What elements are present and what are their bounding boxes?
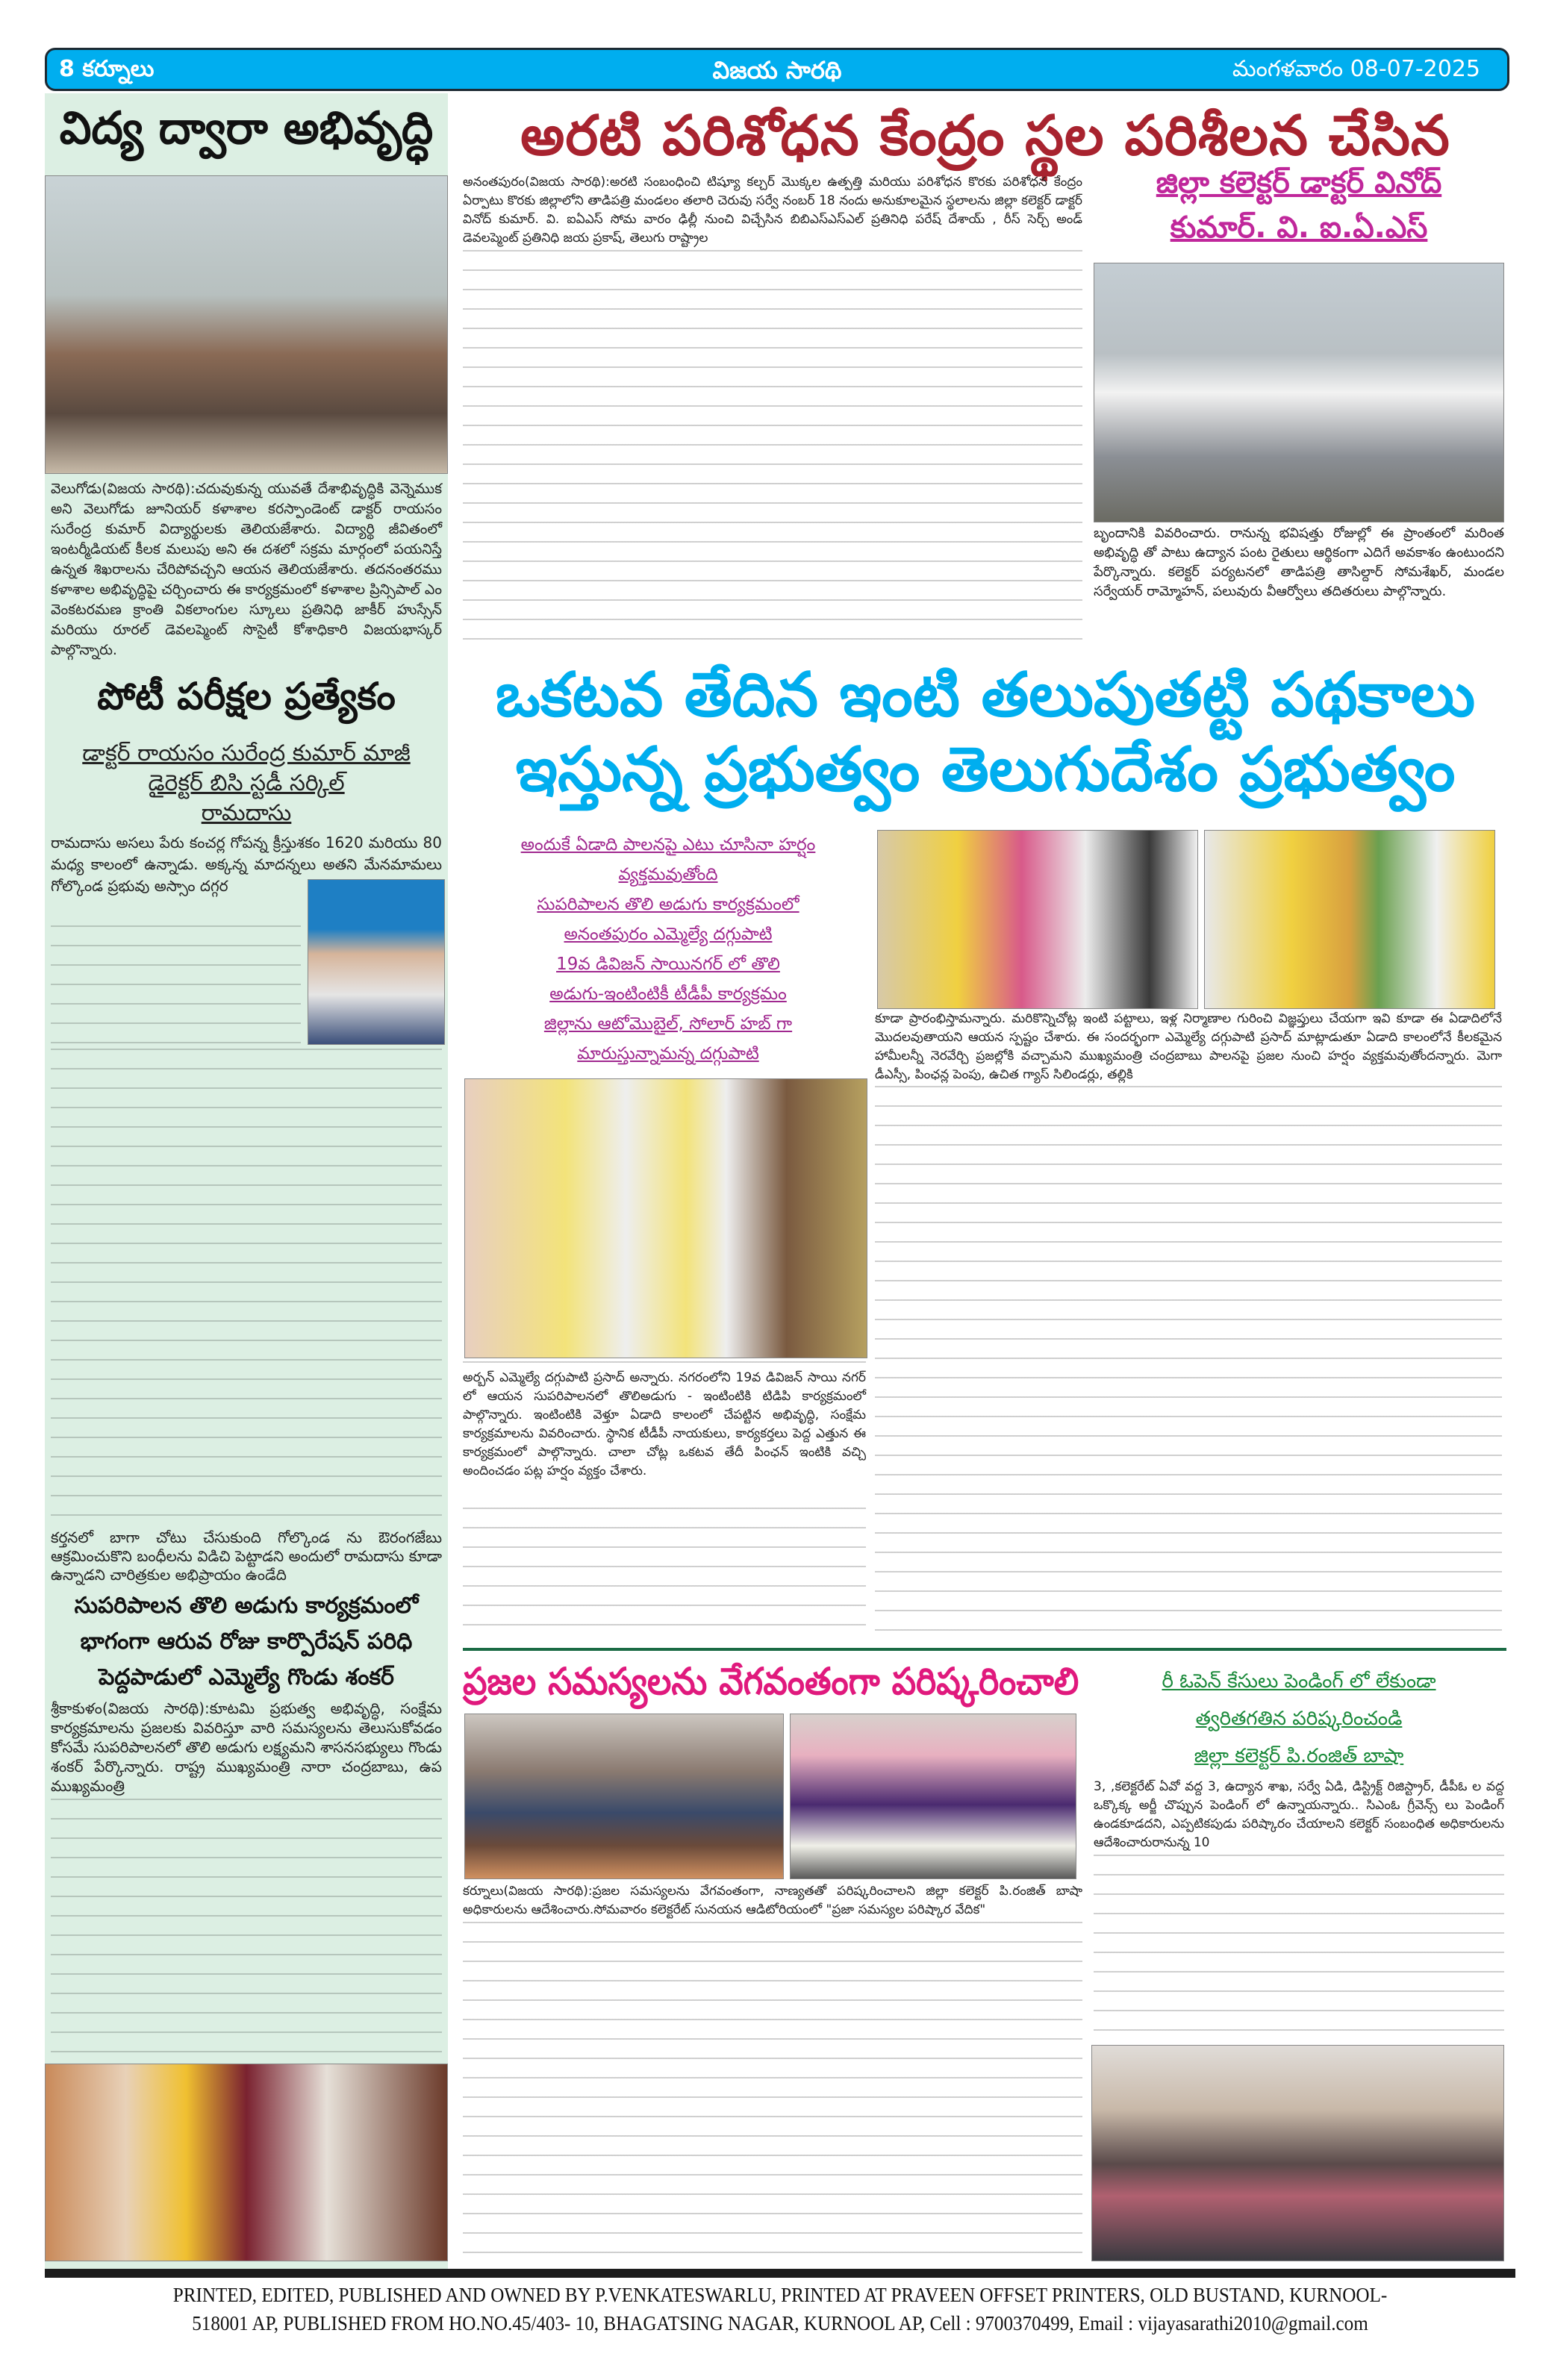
subhead-collector-vinod	[1094, 160, 1504, 250]
subhead-line: జిల్లాను ఆటోమొబైల్, సోలార్ హబ్ గా	[543, 1014, 793, 1034]
photo-door-to-door	[464, 1078, 867, 1358]
article-banana-body-end: బృందానికి వివరించారు. రానున్న భవిషత్తు రోజుల్లో ఈ ప్రాంతంలో మరింత అభివృద్ధి తో పాటు ఉద్యాన పంట రైతులు ఆర్థికంగా ఎదిగే అవకాశం ఉంటుందని పేర్కొన్నారు. కలెక్టర్ పర్యటనలో తాడిపత్రి తాసిల్దార్ సోమశేఖర్, మండల సర్వేయర్ రామ్మోహన్, పలువురు వీఆర్వోలు తదితరులు పాల్గొన్నారు.	[1094, 525, 1504, 599]
subhead-line: సుపరిపాలన తొలి అడుగు కార్యక్రమంలో	[537, 895, 799, 914]
subhead-list	[467, 830, 870, 1069]
headline-education: విద్య ద్వారా అభివృద్ధి	[59, 102, 434, 154]
headline-line: ఒకటవ తేదిన ఇంటి తలుపుతట్టి పథకాలు	[495, 660, 1476, 731]
imprint-line-1: PRINTED, EDITED, PUBLISHED AND OWNED BY P.VENKATESWARLU, PRINTED AT PRAVEEN OFFSET PRINTERS, OLD BUSTAND, KURNOOL-	[172, 2284, 1388, 2306]
headline-line: పెద్దపాడులో ఎమ్మెల్యే గొండు శంకర్	[99, 1664, 394, 1690]
photo-grievance-hall	[464, 1714, 784, 1879]
subhead-line: వ్యక్తమవుతోంది	[618, 865, 718, 884]
article-lead-body-right: కూడా ప్రారంభిస్తామన్నారు. మరికొన్నిచోట్ల ఇంటి పట్టాలు, ఇళ్ల నిర్మాణాల గురించి విజ్ఞప్తులు చేయగా ఇవి కూడా ఈ ఏడాదిలోనే మొదలవుతాయని ఆయన స్పష్టం చేశారు. ఈ సందర్భంగా ఎమ్మెల్యే దగ్గుపాటి ప్రసాద్ మాట్లాడుతూ ఏడాది కాలంలోనే కీలకమైన హామీలన్నీ నెరవేర్చి ప్రజల్లోకి వచ్చామని ముఖ్యమంత్రి చంద్రబాబు పాలనపై ప్రజల నుంచి హర్షం వ్యక్తమవుతోందన్నారు. మెగా డీఎస్సీ, పింఛన్ల పెంపు, ఉచిత గ్యాస్ సిలిండర్లు, తల్లికి	[875, 1011, 1502, 1082]
article-ramadasu-body-end: కర్తనలో బాగా చోటు చేసుకుంది గోల్కొండ ను ఔరంగజేబు ఆక్రమించుకొని బంధీలను విడిచి పెట్టాడని అందులో రామదాసు కూడా ఉన్నాడని చారిత్రకుల అభిప్రాయం ఉండేది	[51, 1528, 442, 1584]
subhead-line: మారుస్తున్నామన్న దగ్గుపాటి	[577, 1044, 759, 1063]
headline-competitive-exams: పోటీ పరీక్షల ప్రత్యేకం	[97, 675, 396, 718]
subhead-line: అందుకే ఏడాది పాలనపై ఎటు చూసినా హర్షం	[520, 835, 816, 855]
byline-line1: డాక్టర్ రాయసం సురేంద్ర కుమార్ మాజీ	[82, 740, 411, 766]
headline-line: ఇస్తున్న ప్రభుత్వం తెలుగుదేశం ప్రభుత్వం	[515, 734, 1456, 805]
article-ramadasu-body: రామదాసు అసలు పేరు కంచర్ల గోపన్న క్రీస్తుశకం 1620 మరియు 80 మధ్య కాలంలో ఉన్నాడు. అక్కన్న మాదన్నలు అతని మేనమామలు గోల్కొండ ప్రభువు అస్సాం దగ్గర	[51, 834, 442, 895]
footer-rule	[45, 2269, 1515, 2278]
photo-classroom	[45, 175, 448, 474]
byline-line2: డైరెక్టర్ బిసి స్టడీ సర్కిల్	[148, 770, 345, 796]
headline-line: సుపరిపాలన తొలి అడుగు కార్యక్రమంలో	[74, 1593, 419, 1619]
masthead-bar	[45, 48, 1509, 91]
headline-doorstep-schemes	[463, 658, 1508, 808]
article-peddapadu-body: శ్రీకాకుళం(విజయ సారథి):కూటమి ప్రభుత్వ అభివృద్ధి, సంక్షేమ కార్యక్రమాలను ప్రజలకు వివరిస్తూ వారి సమస్యలను తెలుసుకోవడం కోసమే సుపరిపాలనలో తొలి అడుగు లక్ష్యమని శాసనసభ్యులు గొండు శంకర్ పేర్కొన్నారు. రాష్ట్ర ముఖ్యమంత్రి నారా చంద్రబాబు, ఉప ముఖ్యమంత్రి	[51, 1699, 442, 1795]
text-lines	[1094, 1855, 1504, 2037]
imprint-line	[96, 2281, 1464, 2337]
photo-leaders-1	[877, 830, 1198, 1009]
text-lines	[463, 1508, 866, 1642]
headline-peddapadu	[45, 1588, 448, 1696]
text-lines	[51, 1799, 442, 2052]
subhead-reopen-cases	[1090, 1663, 1508, 1775]
text-lines	[463, 1361, 866, 1367]
text-lines	[463, 1922, 1082, 2261]
subhead-line: త్వరితగతిన పరిష్కరించండి	[1195, 1708, 1403, 1730]
headline-line: భాగంగా ఆరువ రోజు కార్పొరేషన్ పరిధి	[80, 1628, 413, 1655]
article-subject: రామదాసు	[201, 800, 292, 826]
subhead-line: అనంతపురం ఎమ్మెల్యే దగ్గుపాటి	[564, 925, 773, 944]
photo-leaders-2	[1204, 830, 1495, 1009]
photo-site-inspection	[1094, 263, 1504, 522]
article-reopen-body: 3, ,కలెక్టరేట్ ఏవో వద్ద 3, ఉద్యాన శాఖ, సర్వే ఏడి, డిస్ట్రిక్ట్ రిజిస్ట్రార్, డీపీఓ ల వద్ద ఒక్కొక్క అర్జీ చొప్పున పెండింగ్ లో ఉన్నాయన్నారు.. సిఎంఓ గ్రీవెన్స్ లు పెండింగ్ ఉండకూడదని, ఎప్పటికపుడు పరిష్కారం చేయాలని కలెక్టర్ సంబంధిత అధికారులను ఆదేశించారురానున్న 10	[1094, 1779, 1504, 1850]
headline-banana-research: అరటి పరిశోధన కేంద్రం స్థల పరిశీలన చేసిన	[520, 104, 1450, 168]
subhead-line: జిల్లా కలెక్టర్ పి.రంజిత్ బాషా	[1194, 1745, 1404, 1767]
photo-mla-event	[45, 2064, 448, 2261]
photo-review-meeting	[1091, 2045, 1504, 2261]
text-lines	[51, 925, 301, 1045]
section-divider	[463, 1648, 1506, 1651]
photo-collector-microphone	[790, 1714, 1076, 1879]
article-banana-body: అనంతపురం(విజయ సారథి):అరటి సంబంధించి టిష్యూ కల్చర్ మొక్కల ఉత్పత్తి మరియు పరిశోధన కొరకు పరిశోధన కేంద్రం ఏర్పాటు కొరకు జిల్లాలోని తాడిపత్రి మండలం తలారి చెరువు సర్వే నంబర్ 18 నందు అనుకూలమైన స్థలాలను జిల్లా కలెక్టర్ డాక్టర్ వినోద్ కుమార్. వి. ఐఏఎస్ సోమ వారం ఢిల్లీ నుంచి విచ్చేసిన బిబిఎస్ఎస్ఎల్ ప్రతినిధి పరేష్ దేశాయ్ , రీస్ సెర్చ్ అండ్ డెవలప్మెంట్ ప్రతినిధి జయ ప్రకాష్, తెలుగు రాష్ట్రాల	[463, 175, 1082, 246]
subhead-line: అడుగు-ఇంటింటికీ టీడీపీ కార్యక్రమం	[549, 984, 787, 1004]
article-grievance-body: కర్నూలు(విజయ సారథి):ప్రజల సమస్యలను వేగవంతంగా, నాణ్యతతో పరిష్కరించాలని జిల్లా కలెక్టర్ పి.రంజిత్ బాషా అధికారులను ఆదేశించారు.సోమవారం కలెక్టరేట్ సునయన ఆడిటోరియంలో "ప్రజా సమస్యల పరిష్కార వేదిక"	[463, 1884, 1082, 1917]
photo-author-portrait	[308, 879, 445, 1045]
text-lines	[463, 250, 1082, 642]
masthead-title: విజయ సారథి	[712, 56, 842, 84]
page-label: 8 కర్నూలు	[59, 56, 155, 82]
text-lines	[51, 1049, 442, 1526]
text-lines	[875, 1086, 1502, 1642]
imprint-line-2: 518001 AP, PUBLISHED FROM HO.NO.45/403- 10, BHAGATSING NAGAR, KURNOOL AP, Cell : 9700370499, Email : vijayasarathi2010@gmail.com	[192, 2312, 1368, 2334]
issue-date: మంగళవారం 08-07-2025	[1232, 56, 1480, 82]
subhead-line: జిల్లా కలెక్టర్ డాక్టర్ వినోద్	[1156, 166, 1442, 200]
article-education-body: వెలుగోడు(విజయ సారథి):చదువుకున్న యువతే దేశాభివృద్ధికి వెన్నెముక అని వెలుగోడు జూనియర్ కళాశాల కరస్పాండెంట్ డాక్టర్ రాయసం సురేంద్ర కుమార్ విద్యార్థులకు తెలియజేశారు. విద్యార్థి జీవితంలో ఇంటర్మీడియట్ కీలక మలుపు అని ఈ దశలో సక్రమ మార్గంలో పయనిస్తే ఉన్నత శిఖరాలను చేరిపోవచ్చని ఆయన తెలియజేశారు. తదనంతరము కళాశాల అభివృద్ధిపై చర్చించారు ఈ కార్యక్రమంలో కళాశాల ప్రిన్సిపాల్ ఎం వెంకటరమణ క్రాంతి వికలాంగుల స్కూలు ప్రతినిధి జాకీర్ హుస్సేన్ మరియు రూరల్ డెవలప్మెంట్ సొసైటీ కోశాధికారి విజయభాస్కర్ పాల్గొన్నారు.	[51, 481, 442, 658]
headline-grievances: ప్రజల సమస్యలను వేగవంతంగా పరిష్కరించాలి	[463, 1655, 1079, 1708]
article-lead-body-left: అర్బన్ ఎమ్మెల్యే దగ్గుపాటి ప్రసాద్ అన్నారు. నగరంలోని 19వ డివిజన్ సాయి నగర్ లో ఆయన సుపరిపాలనలో తొలిఅడుగు - ఇంటింటికి టిడిపి కార్యక్రమంలో పాల్గొన్నారు. ఇంటింటికి వెళ్తూ ఏడాది కాలంలో చేపట్టిన అభివృద్ధి, సంక్షేమ కార్యక్రమాలను వివరించారు. స్థానిక టీడీపీ నాయకులు, కార్యకర్తలు పెద్ద ఎత్తున ఈ కార్యక్రమంలో పాల్గొన్నారు. చాలా చోట్ల ఒకటవ తేదీ పింఛన్ ఇంటికి వచ్చి అందించడం పట్ల హర్షం వ్యక్తం చేశారు.	[463, 1370, 866, 1478]
subhead-line: కుమార్. వి. ఐ.ఏ.ఎస్	[1170, 210, 1428, 245]
subhead-line: 19వ డివిజన్ సాయినగర్ లో తొలి	[556, 955, 780, 974]
subhead-line: రీ ఓపెన్ కేసులు పెండింగ్ లో లేకుండా	[1162, 1670, 1436, 1693]
